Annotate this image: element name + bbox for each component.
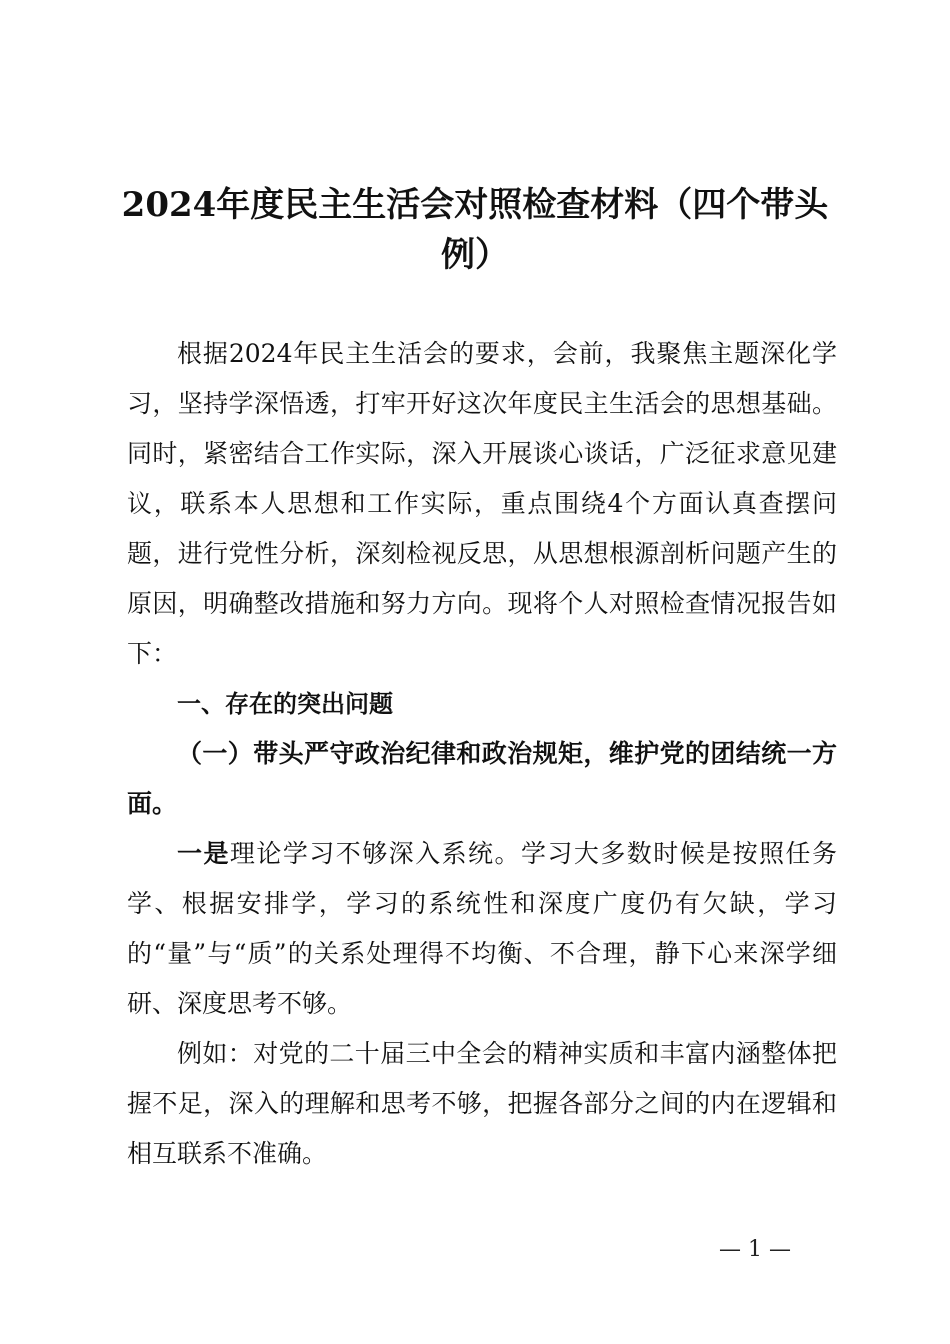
example-paragraph: 例如：对党的二十届三中全会的精神实质和丰富内涵整体把握不足，深入的理解和思考不够，把握各部分之间的内在逻辑和相互联系不准确。 <box>127 1039 837 1168</box>
point-paragraph <box>127 829 837 1029</box>
intro-paragraph: 根据2024年民主生活会的要求，会前，我聚焦主题深化学习，坚持学深悟透，打牢开好这次年度民主生活会的思想基础。同时，紧密结合工作实际，深入开展谈心谈话，广泛征求意见建议，联系本人思想和工作实际，重点围绕4个方面认真查摆问题，进行党性分析，深刻检视反思，从思想根源剖析问题产生的原因，明确整改措施和努力方向。现将个人对照检查情况报告如下： <box>127 339 837 668</box>
subsection-heading: （一）带头严守政治纪律和政治规矩，维护党的团结统一方面。 <box>127 739 837 818</box>
point-lead: 一是 <box>177 839 230 868</box>
document-title: 2024年度民主生活会对照检查材料（四个带头例） <box>121 185 829 275</box>
section-heading: 一、存在的突出问题 <box>177 690 393 718</box>
point-text: 理论学习不够深入系统。学习大多数时候是按照任务学、根据安排学，学习的系统性和深度广度仍有欠缺，学习的“量”与“质”的关系处理得不均衡、不合理，静下心来深学细研、深度思考不够。 <box>127 839 837 1018</box>
document-body <box>127 329 837 1179</box>
page-number: — 1 — <box>719 1237 791 1262</box>
